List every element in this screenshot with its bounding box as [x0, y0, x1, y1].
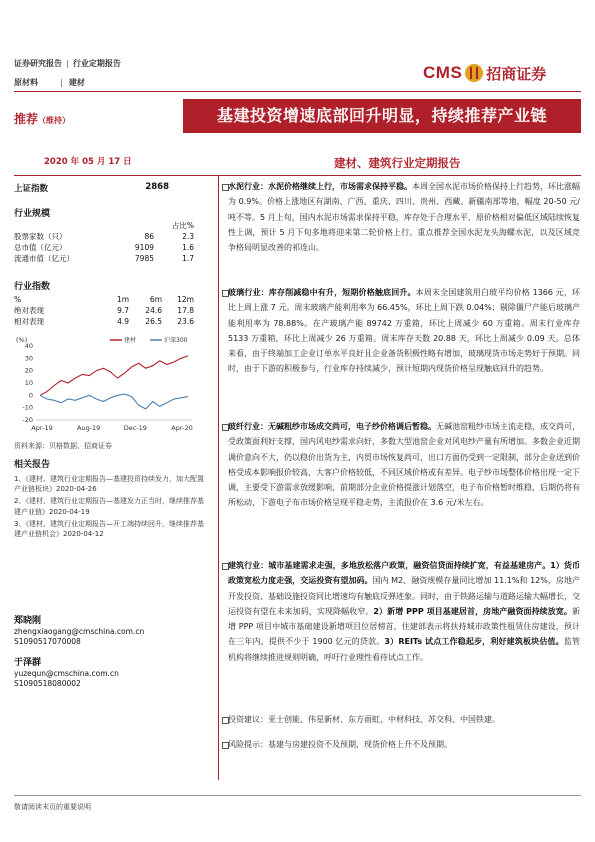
- analyst-email[interactable]: zhengxiaogang@cmschina.com.cn: [14, 626, 145, 636]
- column-divider: [218, 176, 219, 780]
- header-rule: [14, 91, 581, 92]
- construction-point-3: 3）REITs 试点工作稳起步，利好建筑板块估值。: [384, 637, 564, 647]
- index-value: 2868: [145, 182, 169, 192]
- logo-emblem-icon: [465, 64, 483, 82]
- scale-name: 股票家数（只）: [14, 232, 67, 241]
- scale-pct: 1.7: [182, 254, 194, 263]
- scale-name: 总市值（亿元）: [14, 243, 67, 252]
- perf-name: 绝对表现: [14, 306, 44, 315]
- report-date: 2020 年 05 月 17 日: [44, 157, 132, 167]
- construction-paragraph: [228, 558, 580, 665]
- y-tick-label: 40: [24, 342, 33, 350]
- x-tick-label: Apr-19: [31, 424, 53, 432]
- x-tick-label: Dec-19: [123, 424, 147, 432]
- logo-text: 招商证券: [486, 64, 547, 83]
- perf-col-1m: 1m: [116, 295, 129, 304]
- fiberglass-body: 无碱池窑粗纱市场主流走稳，成交尚可，受政策面利好支撑，国内风电纱需求向好，多数大型池窑企业对风电纱产量有所增加。多数企业近期调价意向不大，仍以稳价出货为主，内贸市场恢复尚可，出口方面仍受到一定限制，部分企业送到价格受成本影响报价较高，大客户价格较低，不同区域价格或有差异。电子纱市场整体价格出现一定下调，主要受下游需求放缓影响，前期部分企业价格提涨计划落空，电子布价格暂时维稳，后期仍将有所松动，下游电子布市场价格呈现平稳走势，主流报价在 3.6 元/米左右。: [228, 422, 580, 508]
- y-tick-label: 10: [24, 379, 33, 387]
- series-line-building-materials: [40, 356, 188, 395]
- perf-unit: %: [14, 295, 22, 304]
- perf-value: 23.6: [177, 317, 194, 326]
- report-title: 基建投资增速底部回升明显，持续推荐产业链: [183, 99, 581, 133]
- cement-heading: 水泥行业：水泥价格继续上行，市场需求保持平稳。: [228, 182, 412, 191]
- construction-point-2-text: 新增 PPP 项目中城市基础建设新增项目位居榜首，住建部表示将扶持城市政策性租赁住房建设，预计在三年内，提供不少于 1900 亿元的贷款。: [228, 606, 580, 647]
- perf-value: 9.7: [117, 306, 129, 315]
- index-row: [14, 182, 219, 194]
- related-report-link[interactable]: 2、《建材、建筑行业定期报告—基建发力正当时，继续推荐基建产业链》2020-04-19: [14, 497, 204, 516]
- scale-name: 流通市值（亿元）: [14, 254, 74, 263]
- risk-warning: 风险提示：基建与房建投资不及预期，现货价格上升不及预期。: [228, 740, 452, 749]
- construction-point-1-text: 国内 M2、融资规模存量同比增加 11.1%和 12%，房地产开发投资、基础设施投资同比增速均有触底反弹迹象。同时，由于铁路运输与道路运输大幅增长，交运投资有望在未来加码，实现降幅收窄。: [228, 576, 580, 616]
- related-report-link[interactable]: 3、《建材、建筑行业定期报告—开工端持续回升，继续推荐基建产业链机会》2020-04-12: [14, 519, 204, 539]
- y-tick-label: -20: [22, 416, 33, 424]
- scale-pct: 1.6: [182, 243, 194, 252]
- analyst-email[interactable]: yuzequn@cmschina.com.cn: [14, 668, 119, 678]
- scale-value: 86: [144, 232, 154, 241]
- logo: [423, 58, 546, 88]
- footer-rule: [14, 795, 581, 796]
- chart-source: 资料来源：贝格数据、招商证券: [14, 442, 112, 450]
- rating-label: 推荐: [14, 112, 39, 126]
- table-row: [14, 305, 194, 316]
- investment-advice: 投资建议：亚士创能、伟星新材、东方雨虹、中材科技、苏交科、中国铁建。: [228, 715, 500, 724]
- report-subtitle: 建材、建筑行业定期报告: [334, 156, 461, 170]
- rating: [14, 108, 70, 127]
- y-tick-label: 0: [28, 391, 33, 400]
- series-line-csi300: [40, 394, 188, 409]
- cement-body: 本周全国水泥市场价格保持上行趋势，环比涨幅为 0.9%。价格上涨地区有湖南、广西、重庆、四川、贵州、西藏、新疆南部等地，幅度 20-50 元/吨不等。5 月上旬，国内水泥市场需求保持平稳，库存处于合理水平，原价格相对偏低区域陆续恢复性上调，预计 5 月下旬多地将迎来第二轮价格上行。重点推荐全国水泥龙头海螺水泥，以及区域竞争格局明显改善的祁连山。: [228, 182, 580, 253]
- related-report-link[interactable]: 1、《建材、建筑行业定期报告—基建投资持续发力，加大配置产业链板块》2020-04-26: [14, 475, 204, 494]
- perf-col-12m: 12m: [177, 295, 194, 304]
- scale-title: 行业规模: [14, 209, 51, 219]
- related-list: [14, 474, 204, 539]
- rating-status: （维持）: [38, 115, 71, 125]
- report-kind: 行业定期报告: [72, 59, 121, 68]
- pct-header: 占比%: [171, 221, 194, 230]
- sector-group: 原材料: [14, 78, 38, 87]
- logo-cms: CMS: [423, 63, 463, 82]
- x-tick-label: Aug-19: [77, 424, 101, 432]
- table-row: [14, 253, 194, 264]
- legend-label: 沪深300: [164, 337, 188, 344]
- x-tick-label: Apr-20: [171, 424, 193, 432]
- legend-label: 建材: [124, 337, 137, 344]
- perf-name: 相对表现: [14, 317, 44, 326]
- perf-value: 26.5: [145, 317, 162, 326]
- y-tick-label: 20: [24, 366, 33, 375]
- y-axis-label: (%): [16, 336, 28, 344]
- analyst-name: 于泽群: [14, 658, 42, 668]
- perf-value: 17.8: [177, 306, 194, 315]
- related-title: 相关报告: [14, 460, 51, 470]
- analyst-cert: S1090517070008: [14, 637, 81, 646]
- cement-paragraph: [228, 179, 580, 255]
- sector-line: 原材料 | 建材: [14, 78, 85, 87]
- construction-point-1: 1）货币政策宽松力度走强，交运投资有望加码。: [228, 561, 580, 586]
- construction-heading: 建筑行业：城市基建需求走强，多地放松落户政策，融资信贷面持续扩宽，有益基建房产。: [228, 561, 551, 570]
- sector: 建材: [68, 78, 85, 87]
- perf-col-6m: 6m: [149, 295, 162, 304]
- construction-point-3-text: 监管机构将继续推进规则明确，呼吁行业理性看待试点工作。: [228, 637, 581, 662]
- scale-value: 7985: [134, 254, 154, 263]
- perf-value: 24.6: [145, 306, 162, 315]
- performance-chart: [14, 334, 200, 436]
- table-row: [14, 242, 194, 253]
- index-label: 上证指数: [14, 184, 49, 194]
- glass-body: 本周末全国建筑用白玻平均价格 1366 元，环比上周上涨 7 元。周末玻璃产能利用率为 66.45%，环比上周下跌 0.04%；剔除僵尸产能后玻璃产能利用率为 78.88%。在产玻璃产能 89742 万重箱，环比上周减少 60 万重箱。周末行业库存 5133 万重箱，环比上周减少 26 万重箱。周末库存天数 20.88 天，环比上周减少 0.09 天。总体来看，由于终端加工企业订单水平良好且企业备货积极性略有增加，玻璃现货市场走势好于预期。同时，由于下游的积极参与，行业库存持续减少，预计短期内现货价格呈现触底回升的趋势。: [228, 288, 580, 374]
- fiberglass-paragraph: [228, 419, 580, 511]
- y-tick-label: -10: [22, 403, 33, 412]
- analyst-2: [14, 658, 119, 690]
- report-type: 证券研究报告: [14, 59, 62, 68]
- analyst-name: 郑晓刚: [14, 616, 42, 626]
- footer-disclaimer: 敬请阅读末页的重要说明: [14, 803, 91, 811]
- scale-pct: 2.3: [182, 232, 194, 241]
- analyst-1: [14, 616, 144, 648]
- table-row: [14, 231, 194, 242]
- scale-table: [14, 220, 194, 264]
- glass-paragraph: [228, 285, 580, 377]
- y-tick-label: 30: [24, 354, 33, 363]
- index-perf-title: 行业指数: [14, 282, 51, 292]
- scale-value: 9109: [134, 243, 154, 252]
- perf-value: 4.9: [117, 317, 129, 326]
- construction-point-2: 2）新增 PPP 项目基建居首，房地产融资面持续放宽。: [373, 606, 572, 616]
- index-perf-table: [14, 294, 194, 327]
- glass-heading: 玻璃行业：库存削减稳中有升，短期价格触底回升。: [228, 288, 416, 297]
- analyst-cert: S1090518080002: [14, 679, 81, 688]
- fiberglass-heading: 玻纤行业：无碱粗纱市场成交尚可，电子纱价格调后暂稳。: [228, 422, 436, 431]
- table-row: [14, 316, 194, 327]
- report-type-line: 证券研究报告 | 行业定期报告: [14, 59, 121, 68]
- date-rule: [14, 175, 581, 176]
